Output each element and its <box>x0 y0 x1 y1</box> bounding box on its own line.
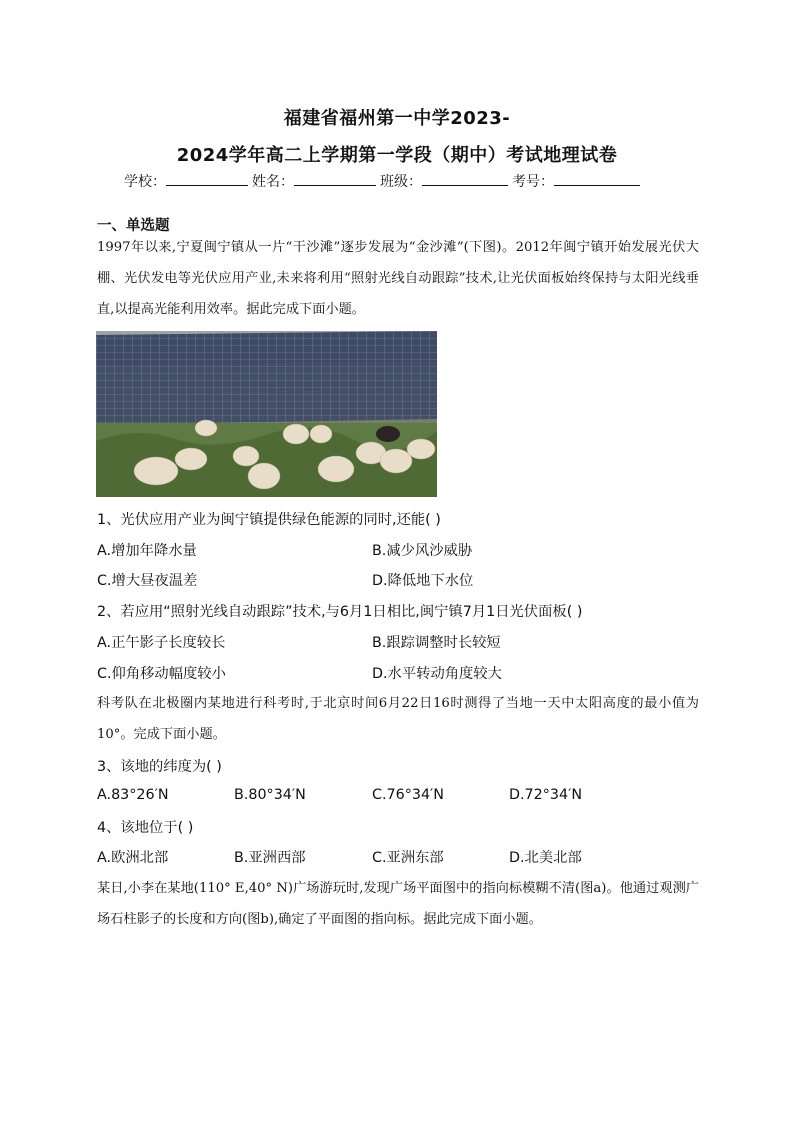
question-3-option-d[interactable]: D.72°34′N <box>509 787 583 803</box>
passage-2: 科考队在北极圈内某地进行科考时,于北京时间6月22日16时测得了当地一天中太阳高度的最小值为10°。完成下面小题。 <box>97 696 699 742</box>
exam-title-line-2: 2024学年高二上学期第一学段（期中）考试地理试卷 <box>176 145 618 166</box>
question-3-option-a[interactable]: A.83°26′N <box>97 787 169 803</box>
question-2-option-d[interactable]: D.水平转动角度较大 <box>372 666 502 682</box>
question-4-stem: 4、该地位于( ) <box>97 820 194 836</box>
exam-no-blank[interactable] <box>554 171 640 186</box>
exam-no-label: 考号： <box>512 174 554 190</box>
question-4-option-b[interactable]: B.亚洲西部 <box>234 850 306 866</box>
question-3-stem: 3、该地的纬度为( ) <box>97 759 222 775</box>
question-2-option-b[interactable]: B.跟踪调整时长较短 <box>372 635 501 651</box>
exam-title-line-1: 福建省福州第一中学2023- <box>283 108 511 129</box>
class-blank[interactable] <box>422 171 508 186</box>
name-label: 姓名： <box>252 174 294 190</box>
solar-panel-sheep-photo <box>96 331 437 497</box>
question-3-option-c[interactable]: C.76°34′N <box>372 787 445 803</box>
question-1-option-b[interactable]: B.减少风沙威胁 <box>372 543 473 559</box>
passage-3: 某日,小李在某地(110° E,40° N)广场游玩时,发现广场平面图中的指向标模糊不清(图a)。他通过观测广场石柱影子的长度和方向(图b),确定了平面图的指向标。据此完成下面小题。 <box>97 881 699 927</box>
school-blank[interactable] <box>166 171 248 186</box>
name-blank[interactable] <box>294 171 376 186</box>
question-4-option-a[interactable]: A.欧洲北部 <box>97 850 169 866</box>
question-4-option-c[interactable]: C.亚洲东部 <box>372 850 444 866</box>
question-1-option-c[interactable]: C.增大昼夜温差 <box>97 573 198 589</box>
class-label: 班级： <box>380 174 422 190</box>
passage-1: 1997年以来,宁夏闽宁镇从一片“干沙滩”逐步发展为“金沙滩”(下图)。2012年闽宁镇开始发展光伏大棚、光伏发电等光伏应用产业,未来将利用“照射光线自动跟踪”技术,让光伏面板始终保持与太阳光线垂直,以提高光能利用效率。据此完成下面小题。 <box>97 240 699 317</box>
question-2-option-c[interactable]: C.仰角移动幅度较小 <box>97 666 226 682</box>
student-info-row <box>124 171 684 191</box>
question-1-option-a[interactable]: A.增加年降水量 <box>97 543 197 559</box>
question-4-option-d[interactable]: D.北美北部 <box>509 850 582 866</box>
school-label: 学校： <box>124 174 166 190</box>
section-heading: 一、单选题 <box>97 218 170 234</box>
question-1-stem: 1、光伏应用产业为闽宁镇提供绿色能源的同时,还能( ) <box>97 512 441 528</box>
question-3-option-b[interactable]: B.80°34′N <box>234 787 306 803</box>
photo-illustration <box>96 331 437 497</box>
question-2-option-a[interactable]: A.正午影子长度较长 <box>97 635 226 651</box>
question-1-option-d[interactable]: D.降低地下水位 <box>372 573 474 589</box>
question-2-stem: 2、若应用“照射光线自动跟踪”技术,与6月1日相比,闽宁镇7月1日光伏面板( ) <box>97 604 583 620</box>
